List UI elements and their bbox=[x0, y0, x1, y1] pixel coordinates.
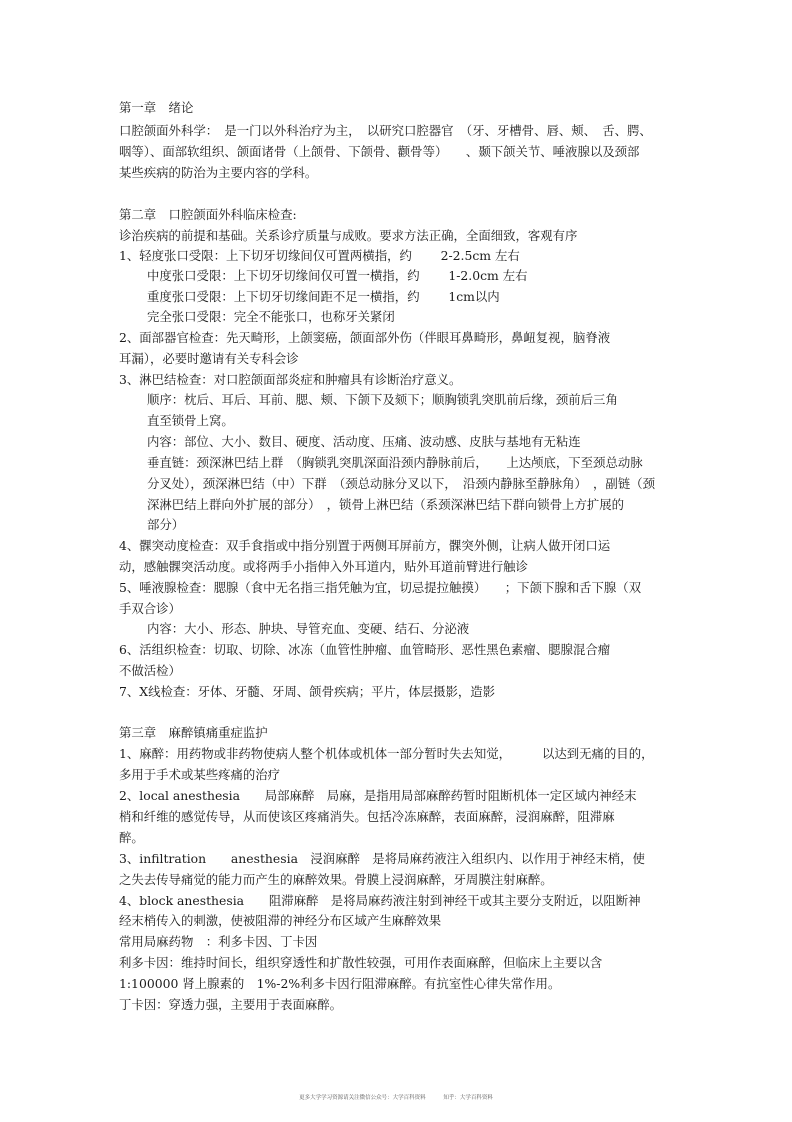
paragraph-line: 某些疾病的防治为主要内容的学科。 bbox=[119, 165, 318, 180]
list-item: 1、轻度张口受限：上下切牙切缘间仅可置两横指，约 2-2.5cm 左右 bbox=[119, 248, 520, 263]
list-item: 2、面部器官检查：先天畸形，上颌窦癌，颌面部外伤（伴眼耳鼻畸形，鼻衄复视，脑脊液 bbox=[119, 330, 611, 345]
paragraph-line: 利多卡因：维持时间长，组织穿透性和扩散性较强，可用作表面麻醉，但临床上主要以含 bbox=[119, 955, 603, 970]
list-subitem: 中度张口受限：上下切牙切缘间仅可置一横指，约 1-2.0cm 左右 bbox=[147, 268, 528, 283]
paragraph-line: 咽等）、面部软组织、颌面诸骨（上颌骨、下颌骨、颧骨等） 、颞下颌关节、唾液腺以及颈部 bbox=[119, 144, 640, 159]
list-item-cont: 耳漏），必要时邀请有关专科会诊 bbox=[119, 351, 299, 366]
list-subitem: 部分） bbox=[147, 517, 185, 532]
footer-wechat-note: 更多大学学习资源请关注微信公众号：大学百科资料 bbox=[299, 1095, 426, 1101]
page-footer bbox=[0, 1093, 792, 1101]
paragraph-line: 诊治疾病的前提和基础。关系诊疗质量与成败。要求方法正确，全面细致，客观有序 bbox=[119, 228, 578, 243]
list-item-cont: 经末梢传入的刺激，使被阻滞的神经分布区域产生麻醉效果 bbox=[119, 913, 442, 928]
list-item: 4、髁突动度检查：双手食指或中指分别置于两侧耳屏前方，髁突外侧，让病人做开闭口运 bbox=[119, 538, 611, 553]
list-subitem: 内容：大小、形态、肿块、导管充血、变硬、结石、分泌液 bbox=[147, 621, 470, 636]
list-subitem: 完全张口受限：完全不能张口，也称牙关紧闭 bbox=[147, 309, 395, 324]
list-item: 3、infiltration anesthesia 浸润麻醉 是将局麻药液注入组织内、以作用于神经末梢，使 bbox=[119, 851, 645, 866]
list-item: 7、X线检查：牙体、牙髓、牙周、颌骨疾病；平片，体层摄影，造影 bbox=[119, 684, 496, 699]
list-item: 5、唾液腺检查：腮腺（食中无名指三指凭触为宜，切忌提拉触摸） ；下颌下腺和舌下腺（双 bbox=[119, 580, 642, 595]
list-item-cont: 动，感触髁突活动度。或将两手小指伸入外耳道内，贴外耳道前臂进行触诊 bbox=[119, 559, 528, 574]
list-item: 2、local anesthesia 局部麻醉 局麻，是指用局部麻醉药暂时阻断机体一定区域内神经末 bbox=[119, 788, 637, 803]
list-subitem: 重度张口受限：上下切牙切缘间距不足一横指，约 1cm以内 bbox=[147, 289, 500, 304]
paragraph-line: 丁卡因：穿透力强，主要用于表面麻醉。 bbox=[119, 997, 343, 1012]
list-subitem: 内容：部位、大小、数目、硬度、活动度、压痛、波动感、皮肤与基地有无粘连 bbox=[147, 434, 581, 449]
list-item-cont: 不做活检） bbox=[119, 663, 181, 678]
list-subitem: 分叉处），颈深淋巴结（中）下群 （颈总动脉分叉以下， 沿颈内静脉至静脉角） ，副链（颈 bbox=[147, 476, 655, 491]
footer-zhihu-note: 知乎：大学百科资料 bbox=[443, 1095, 493, 1101]
list-item-cont: 多用于手术或某些疼痛的治疗 bbox=[119, 767, 281, 782]
list-item-cont: 手双合诊） bbox=[119, 601, 181, 616]
list-item: 1、麻醉：用药物或非药物使病人整个机体或机体一部分暂时失去知觉， 以达到无痛的目的， bbox=[119, 746, 654, 761]
paragraph-line: 口腔颌面外科学： 是一门以外科治疗为主， 以研究口腔器官 （牙、牙槽骨、唇、颊、 舌、腭、 bbox=[119, 123, 652, 138]
chapter-3-title: 第三章 麻醉镇痛重症监护 bbox=[119, 725, 268, 740]
chapter-1-title: 第一章 绪论 bbox=[119, 100, 194, 115]
list-subitem: 深淋巴结上群向外扩展的部分） ，锁骨上淋巴结（系颈深淋巴结下群向锁骨上方扩展的 bbox=[147, 497, 625, 512]
list-item-cont: 之失去传导痛觉的能力而产生的麻醉效果。骨膜上浸润麻醉，牙周膜注射麻醉。 bbox=[119, 872, 553, 887]
paragraph-line: 1:100000 肾上腺素的 1%-2%利多卡因行阻滞麻醉。有抗室性心律失常作用。 bbox=[119, 976, 561, 991]
list-item-cont: 醉。 bbox=[119, 830, 144, 845]
list-item: 3、淋巴结检查：对口腔颌面部炎症和肿瘤具有诊断治疗意义。 bbox=[119, 372, 462, 387]
list-subitem: 直至锁骨上窝。 bbox=[147, 413, 234, 428]
list-item-cont: 梢和纤维的感觉传导，从而使该区疼痛消失。包括冷冻麻醉，表面麻醉，浸润麻醉，阻滞麻 bbox=[119, 809, 615, 824]
list-item: 4、block anesthesia 阻滞麻醉 是将局麻药液注射到神经干或其主要分支附近，以阻断神 bbox=[119, 893, 641, 908]
chapter-2-title: 第二章 口腔颌面外科临床检查: bbox=[119, 207, 297, 222]
list-item: 6、活组织检查：切取、切除、冰冻（血管性肿瘤、血管畸形、恶性黑色素瘤、腮腺混合瘤 bbox=[119, 642, 611, 657]
list-subitem: 顺序：枕后、耳后、耳前、腮、颊、下颌下及颏下；顺胸锁乳突肌前后缘，颈前后三角 bbox=[147, 392, 618, 407]
list-subitem: 垂直链：颈深淋巴结上群 （胸锁乳突肌深面沿颈内静脉前后， 上达颅底，下至颈总动脉 bbox=[147, 455, 643, 470]
paragraph-line: 常用局麻药物 ：利多卡因、丁卡因 bbox=[119, 934, 318, 949]
